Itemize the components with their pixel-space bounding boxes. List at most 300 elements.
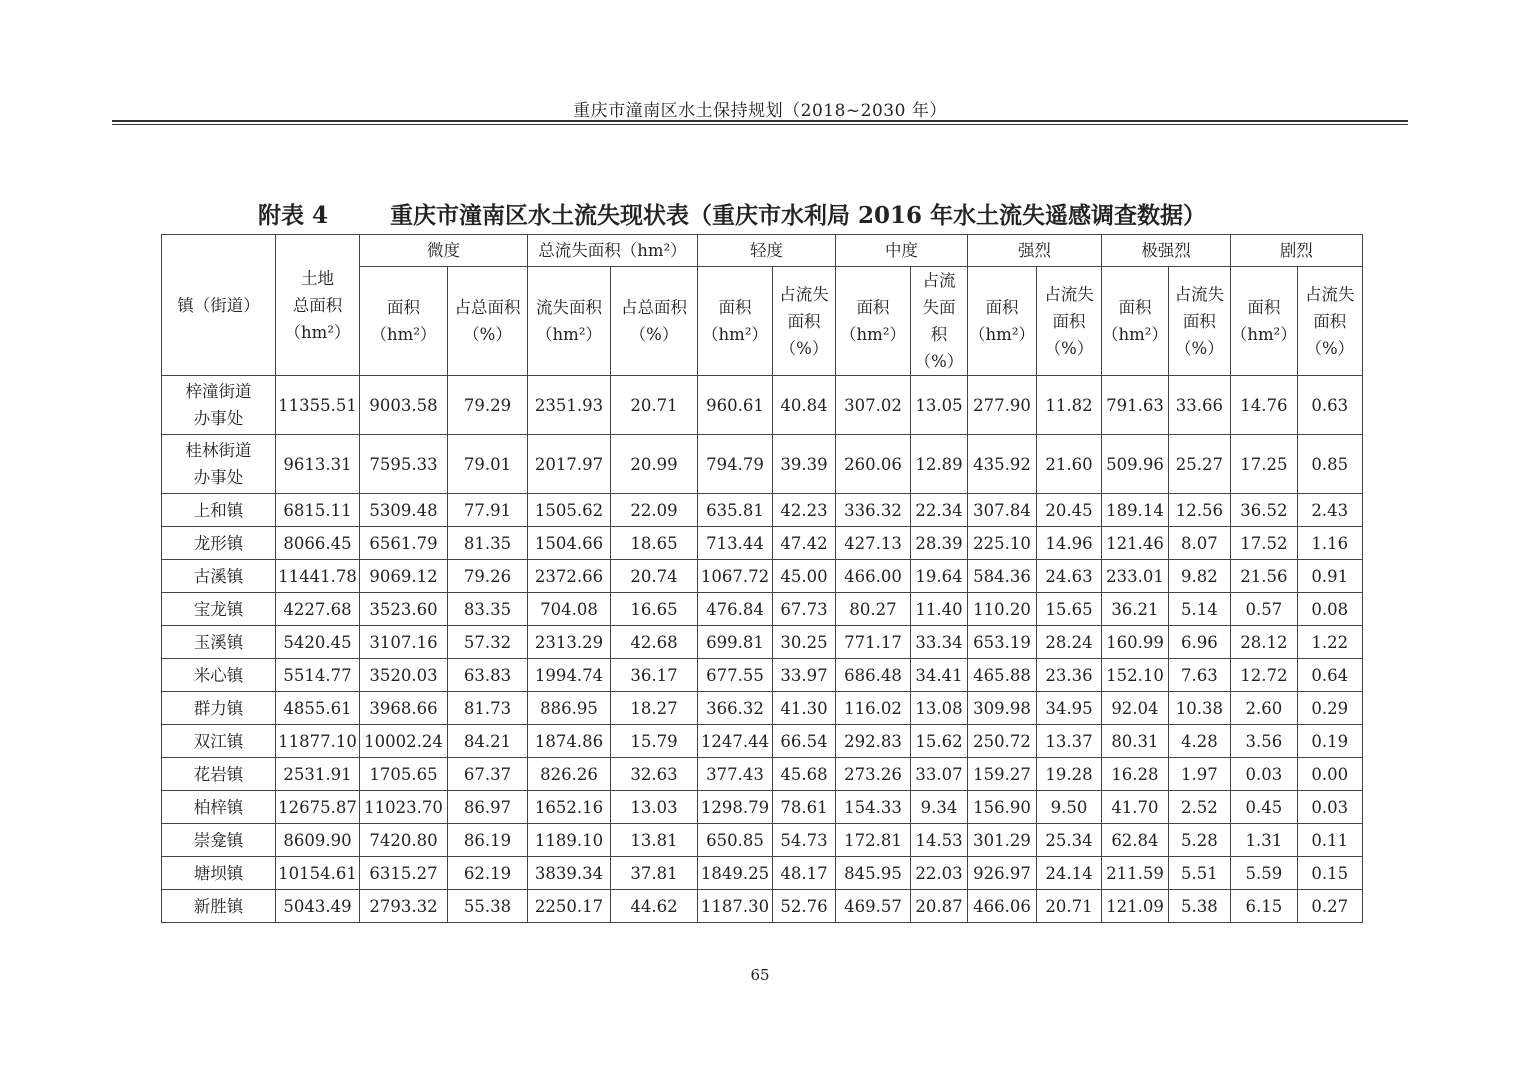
table-cell: 260.06: [836, 435, 911, 494]
table-cell: 1652.16: [528, 791, 611, 824]
table-cell: 699.81: [698, 626, 773, 659]
table-cell: 44.62: [611, 890, 698, 923]
header-line: 占总面积: [621, 298, 687, 317]
table-cell: 2793.32: [360, 890, 448, 923]
table-cell: 28.12: [1230, 626, 1297, 659]
table-cell: 33.34: [911, 626, 968, 659]
table-cell: 83.35: [448, 593, 528, 626]
sub-severe-pct: [1297, 267, 1362, 376]
table-cell: 5.14: [1168, 593, 1230, 626]
table-cell: 20.87: [911, 890, 968, 923]
table-cell: 45.00: [773, 560, 836, 593]
table-cell: 0.57: [1230, 593, 1297, 626]
table-cell: 34.95: [1037, 692, 1102, 725]
table-cell: 5309.48: [360, 494, 448, 527]
sub-moderate-pct: [911, 267, 968, 376]
table-cell: 11441.78: [276, 560, 360, 593]
header-line: 面积: [1247, 298, 1281, 317]
table-row: [162, 527, 1363, 560]
table-cell: 0.45: [1230, 791, 1297, 824]
table-cell: 67.73: [773, 593, 836, 626]
table-cell: 2531.91: [276, 758, 360, 791]
table-cell: 110.20: [968, 593, 1037, 626]
table-cell: 62.84: [1102, 824, 1169, 857]
table-cell: 116.02: [836, 692, 911, 725]
table-cell: 34.41: [911, 659, 968, 692]
table-cell: 960.61: [698, 376, 773, 435]
table-cell: 2313.29: [528, 626, 611, 659]
header-line: （%）: [779, 338, 829, 358]
town-name: [162, 560, 276, 593]
table-cell: 19.64: [911, 560, 968, 593]
table-cell: 67.37: [448, 758, 528, 791]
table-cell: 233.01: [1102, 560, 1169, 593]
town-name-line: 玉溪镇: [193, 632, 244, 652]
table-cell: 12.56: [1168, 494, 1230, 527]
town-name-line: 梓潼街道: [185, 382, 252, 401]
table-cell: 1.22: [1297, 626, 1362, 659]
table-cell: 6.96: [1168, 626, 1230, 659]
table-row: [162, 376, 1363, 435]
sub-micro-area: [360, 267, 448, 376]
table-cell: 307.02: [836, 376, 911, 435]
table-cell: 81.35: [448, 527, 528, 560]
header-line: （hm²）: [370, 325, 437, 344]
table-cell: 7.63: [1168, 659, 1230, 692]
table-cell: 41.70: [1102, 791, 1169, 824]
table-cell: 677.55: [698, 659, 773, 692]
table-cell: 0.91: [1297, 560, 1362, 593]
header-rule-thick: [112, 120, 1408, 122]
header-line: 占流失: [1305, 284, 1355, 304]
table-cell: 24.63: [1037, 560, 1102, 593]
table-cell: 8.07: [1168, 527, 1230, 560]
header-line: 总面积: [292, 295, 343, 315]
table-cell: 309.98: [968, 692, 1037, 725]
sub-severe-area: [1230, 267, 1297, 376]
town-name-line: 办事处: [193, 409, 244, 428]
table-cell: 11877.10: [276, 725, 360, 758]
table-cell: 10002.24: [360, 725, 448, 758]
table-cell: 273.26: [836, 758, 911, 791]
sub-light-area: [698, 267, 773, 376]
table-cell: 9.82: [1168, 560, 1230, 593]
table-cell: 301.29: [968, 824, 1037, 857]
table-cell: 5.51: [1168, 857, 1230, 890]
table-cell: 5.59: [1230, 857, 1297, 890]
table-cell: 22.34: [911, 494, 968, 527]
table-cell: 33.97: [773, 659, 836, 692]
table-cell: 11355.51: [276, 376, 360, 435]
table-cell: 653.19: [968, 626, 1037, 659]
sub-micro-pct: [448, 267, 528, 376]
sub-loss-pct: [611, 267, 698, 376]
table-cell: 0.15: [1297, 857, 1362, 890]
table-cell: 3.56: [1230, 725, 1297, 758]
table-cell: 11.40: [911, 593, 968, 626]
table-cell: 791.63: [1102, 376, 1169, 435]
header-line: 面积: [718, 298, 752, 317]
table-cell: 42.68: [611, 626, 698, 659]
table-cell: 77.91: [448, 494, 528, 527]
table-cell: 7595.33: [360, 435, 448, 494]
table-cell: 2250.17: [528, 890, 611, 923]
header-rule-thin: [112, 124, 1408, 125]
table-cell: 4855.61: [276, 692, 360, 725]
table-cell: 19.28: [1037, 758, 1102, 791]
table-row: [162, 659, 1363, 692]
table-cell: 189.14: [1102, 494, 1169, 527]
table-cell: 6561.79: [360, 527, 448, 560]
town-name: [162, 824, 276, 857]
header-line: 失面: [922, 298, 956, 317]
table-cell: 22.03: [911, 857, 968, 890]
town-name-line: 塘坝镇: [193, 863, 244, 883]
table-cell: 476.84: [698, 593, 773, 626]
header-line: （%）: [629, 325, 679, 344]
table-cell: 81.73: [448, 692, 528, 725]
table-cell: 3839.34: [528, 857, 611, 890]
table-row: [162, 725, 1363, 758]
header-row-groups: [162, 235, 1363, 267]
table-cell: 1187.30: [698, 890, 773, 923]
table-cell: 84.21: [448, 725, 528, 758]
table-cell: 39.39: [773, 435, 836, 494]
table-cell: 17.25: [1230, 435, 1297, 494]
table-cell: 366.32: [698, 692, 773, 725]
town-name-line: 花岩镇: [193, 764, 244, 784]
table-cell: 1874.86: [528, 725, 611, 758]
table-cell: 0.85: [1297, 435, 1362, 494]
town-name-line: 柏梓镇: [193, 797, 244, 817]
table-cell: 4.28: [1168, 725, 1230, 758]
table-cell: 13.81: [611, 824, 698, 857]
table-cell: 121.46: [1102, 527, 1169, 560]
table-cell: 794.79: [698, 435, 773, 494]
table-cell: 10154.61: [276, 857, 360, 890]
table-cell: 466.00: [836, 560, 911, 593]
table-cell: 713.44: [698, 527, 773, 560]
table-title-text: 重庆市潼南区水土流失现状表（重庆市水利局 2016 年水土流失遥感调查数据）: [390, 202, 1207, 229]
table-cell: 15.62: [911, 725, 968, 758]
table-row: [162, 435, 1363, 494]
table-title: [258, 197, 1206, 230]
town-name-line: 双江镇: [193, 731, 244, 751]
town-name: [162, 890, 276, 923]
table-cell: 15.79: [611, 725, 698, 758]
table-cell: 4227.68: [276, 593, 360, 626]
table-row: [162, 857, 1363, 890]
table-cell: 1705.65: [360, 758, 448, 791]
table-row: [162, 626, 1363, 659]
table-cell: 41.30: [773, 692, 836, 725]
table-cell: 48.17: [773, 857, 836, 890]
table-cell: 21.56: [1230, 560, 1297, 593]
header-town: 镇（街道）: [162, 235, 276, 376]
group-strong: 强烈: [968, 235, 1102, 267]
table-cell: 121.09: [1102, 890, 1169, 923]
table-cell: 2351.93: [528, 376, 611, 435]
table-row: [162, 593, 1363, 626]
table-cell: 845.95: [836, 857, 911, 890]
town-name: [162, 626, 276, 659]
town-name: [162, 791, 276, 824]
table-cell: 20.71: [1037, 890, 1102, 923]
group-total-loss: 总流失面积（hm²）: [528, 235, 698, 267]
header-land-area: [276, 235, 360, 376]
sub-strong-pct: [1037, 267, 1102, 376]
table-cell: 0.00: [1297, 758, 1362, 791]
table-row: [162, 560, 1363, 593]
table-cell: 826.26: [528, 758, 611, 791]
header-line: （hm²）: [1102, 325, 1168, 344]
header-line: 面积: [1313, 311, 1347, 331]
table-cell: 78.61: [773, 791, 836, 824]
table-cell: 80.31: [1102, 725, 1169, 758]
table-cell: 11.82: [1037, 376, 1102, 435]
town-name: [162, 593, 276, 626]
table-cell: 13.37: [1037, 725, 1102, 758]
table-cell: 0.03: [1297, 791, 1362, 824]
table-cell: 20.74: [611, 560, 698, 593]
header-line: （%）: [1305, 338, 1355, 358]
header-line: （hm²）: [536, 325, 602, 344]
table-cell: 92.04: [1102, 692, 1169, 725]
table-cell: 54.73: [773, 824, 836, 857]
table-cell: 36.52: [1230, 494, 1297, 527]
table-cell: 6315.27: [360, 857, 448, 890]
header-line: （%）: [1044, 338, 1094, 358]
table-cell: 0.64: [1297, 659, 1362, 692]
town-name-line: 桂林街道: [185, 441, 252, 460]
table-cell: 704.08: [528, 593, 611, 626]
town-name-line: 群力镇: [193, 698, 244, 718]
table-cell: 57.32: [448, 626, 528, 659]
table-cell: 465.88: [968, 659, 1037, 692]
table-cell: 18.65: [611, 527, 698, 560]
table-cell: 21.60: [1037, 435, 1102, 494]
table-cell: 40.84: [773, 376, 836, 435]
table-cell: 9.50: [1037, 791, 1102, 824]
table-cell: 17.52: [1230, 527, 1297, 560]
table-cell: 62.19: [448, 857, 528, 890]
header-line: 占流: [922, 271, 956, 290]
header-line: 土地: [301, 268, 334, 288]
table-cell: 292.83: [836, 725, 911, 758]
table-cell: 9613.31: [276, 435, 360, 494]
table-cell: 1.31: [1230, 824, 1297, 857]
table-cell: 159.27: [968, 758, 1037, 791]
table-cell: 1849.25: [698, 857, 773, 890]
table-cell: 3968.66: [360, 692, 448, 725]
table-cell: 14.96: [1037, 527, 1102, 560]
header-line: （hm²）: [1230, 325, 1297, 344]
table-cell: 7420.80: [360, 824, 448, 857]
table-cell: 63.83: [448, 659, 528, 692]
table-cell: 377.43: [698, 758, 773, 791]
table-cell: 435.92: [968, 435, 1037, 494]
sub-moderate-area: [836, 267, 911, 376]
header-line: 流失面积: [536, 298, 602, 317]
group-very-strong: 极强烈: [1102, 235, 1231, 267]
table-cell: 33.07: [911, 758, 968, 791]
table-row: [162, 494, 1363, 527]
table-cell: 20.45: [1037, 494, 1102, 527]
table-cell: 466.06: [968, 890, 1037, 923]
town-name-line: 米心镇: [193, 665, 244, 685]
table-row: [162, 890, 1363, 923]
page-number: 65: [750, 966, 770, 984]
town-name: [162, 692, 276, 725]
table-cell: 45.68: [773, 758, 836, 791]
table-cell: 5.28: [1168, 824, 1230, 857]
header-line: 占流失: [779, 284, 829, 304]
table-cell: 86.19: [448, 824, 528, 857]
header-line: （hm²）: [702, 325, 768, 344]
town-name: [162, 725, 276, 758]
table-cell: 156.90: [968, 791, 1037, 824]
table-cell: 22.09: [611, 494, 698, 527]
table-cell: 37.81: [611, 857, 698, 890]
table-cell: 2.52: [1168, 791, 1230, 824]
table-cell: 80.27: [836, 593, 911, 626]
town-name: [162, 527, 276, 560]
table-cell: 5514.77: [276, 659, 360, 692]
table-cell: 11023.70: [360, 791, 448, 824]
group-light: 轻度: [698, 235, 836, 267]
table-cell: 42.23: [773, 494, 836, 527]
table-cell: 25.27: [1168, 435, 1230, 494]
table-cell: 79.26: [448, 560, 528, 593]
table-cell: 584.36: [968, 560, 1037, 593]
table-cell: 1298.79: [698, 791, 773, 824]
town-name-line: 古溪镇: [193, 566, 244, 586]
table-cell: 33.66: [1168, 376, 1230, 435]
sub-strong-area: [968, 267, 1037, 376]
town-name-line: 龙形镇: [193, 533, 244, 553]
table-cell: 1247.44: [698, 725, 773, 758]
table-cell: 686.48: [836, 659, 911, 692]
table-cell: 277.90: [968, 376, 1037, 435]
header-line: （hm²）: [969, 325, 1035, 344]
table-cell: 86.97: [448, 791, 528, 824]
town-name: [162, 376, 276, 435]
table-cell: 509.96: [1102, 435, 1169, 494]
table-cell: 154.33: [836, 791, 911, 824]
table-cell: 2372.66: [528, 560, 611, 593]
table-cell: 1994.74: [528, 659, 611, 692]
table-row: [162, 791, 1363, 824]
table-cell: 926.97: [968, 857, 1037, 890]
table-cell: 5.38: [1168, 890, 1230, 923]
town-name: [162, 758, 276, 791]
table-cell: 10.38: [1168, 692, 1230, 725]
table-cell: 36.21: [1102, 593, 1169, 626]
table-cell: 2017.97: [528, 435, 611, 494]
table-cell: 0.29: [1297, 692, 1362, 725]
table-cell: 0.11: [1297, 824, 1362, 857]
header-line: （%）: [463, 325, 512, 344]
table-cell: 47.42: [773, 527, 836, 560]
table-cell: 24.14: [1037, 857, 1102, 890]
table-cell: 5043.49: [276, 890, 360, 923]
town-name-line: 办事处: [193, 468, 244, 487]
table-cell: 14.53: [911, 824, 968, 857]
table-cell: 0.08: [1297, 593, 1362, 626]
running-header: 重庆市潼南区水土保持规划（2018~2030 年）: [573, 101, 947, 121]
table-cell: 771.17: [836, 626, 911, 659]
table-cell: 1.97: [1168, 758, 1230, 791]
table-cell: 469.57: [836, 890, 911, 923]
table-cell: 12.72: [1230, 659, 1297, 692]
table-cell: 13.08: [911, 692, 968, 725]
table-cell: 36.17: [611, 659, 698, 692]
table-cell: 13.05: [911, 376, 968, 435]
town-name-line: 崇龛镇: [193, 830, 244, 850]
header-line: 面积: [387, 298, 420, 317]
table-row: [162, 692, 1363, 725]
table-cell: 5420.45: [276, 626, 360, 659]
table-cell: 16.65: [611, 593, 698, 626]
table-cell: 8609.90: [276, 824, 360, 857]
table-cell: 16.28: [1102, 758, 1169, 791]
table-cell: 160.99: [1102, 626, 1169, 659]
header-line: （%）: [1175, 338, 1224, 358]
table-code: 附表 4: [258, 202, 329, 229]
table-cell: 0.19: [1297, 725, 1362, 758]
town-name: [162, 857, 276, 890]
table-cell: 1.16: [1297, 527, 1362, 560]
header-line: 占流失: [1044, 284, 1094, 304]
table-cell: 14.76: [1230, 376, 1297, 435]
table-cell: 20.71: [611, 376, 698, 435]
table-cell: 427.13: [836, 527, 911, 560]
sub-very-strong-pct: [1168, 267, 1230, 376]
table-cell: 79.29: [448, 376, 528, 435]
header-line: （hm²）: [840, 325, 906, 344]
town-name: [162, 659, 276, 692]
town-name: [162, 435, 276, 494]
table-cell: 23.36: [1037, 659, 1102, 692]
header-line: 面积: [1052, 311, 1086, 331]
table-cell: 1505.62: [528, 494, 611, 527]
table-cell: 1504.66: [528, 527, 611, 560]
table-cell: 18.27: [611, 692, 698, 725]
table-cell: 25.34: [1037, 824, 1102, 857]
header-line: 积（%）: [914, 325, 964, 371]
table-cell: 66.54: [773, 725, 836, 758]
table-cell: 886.95: [528, 692, 611, 725]
table-cell: 307.84: [968, 494, 1037, 527]
table-cell: 0.27: [1297, 890, 1362, 923]
town-name-line: 上和镇: [193, 500, 244, 520]
table-cell: 3520.03: [360, 659, 448, 692]
table-row: [162, 824, 1363, 857]
table-cell: 0.63: [1297, 376, 1362, 435]
table-cell: 225.10: [968, 527, 1037, 560]
table-cell: 28.39: [911, 527, 968, 560]
table-cell: 9069.12: [360, 560, 448, 593]
table-cell: 55.38: [448, 890, 528, 923]
table-cell: 1189.10: [528, 824, 611, 857]
header-line: 占流失: [1174, 284, 1225, 304]
town-name: [162, 494, 276, 527]
soil-erosion-table: [161, 234, 1363, 923]
table-cell: 13.03: [611, 791, 698, 824]
table-cell: 211.59: [1102, 857, 1169, 890]
table-cell: 6.15: [1230, 890, 1297, 923]
header-line: 占总面积: [454, 298, 521, 317]
